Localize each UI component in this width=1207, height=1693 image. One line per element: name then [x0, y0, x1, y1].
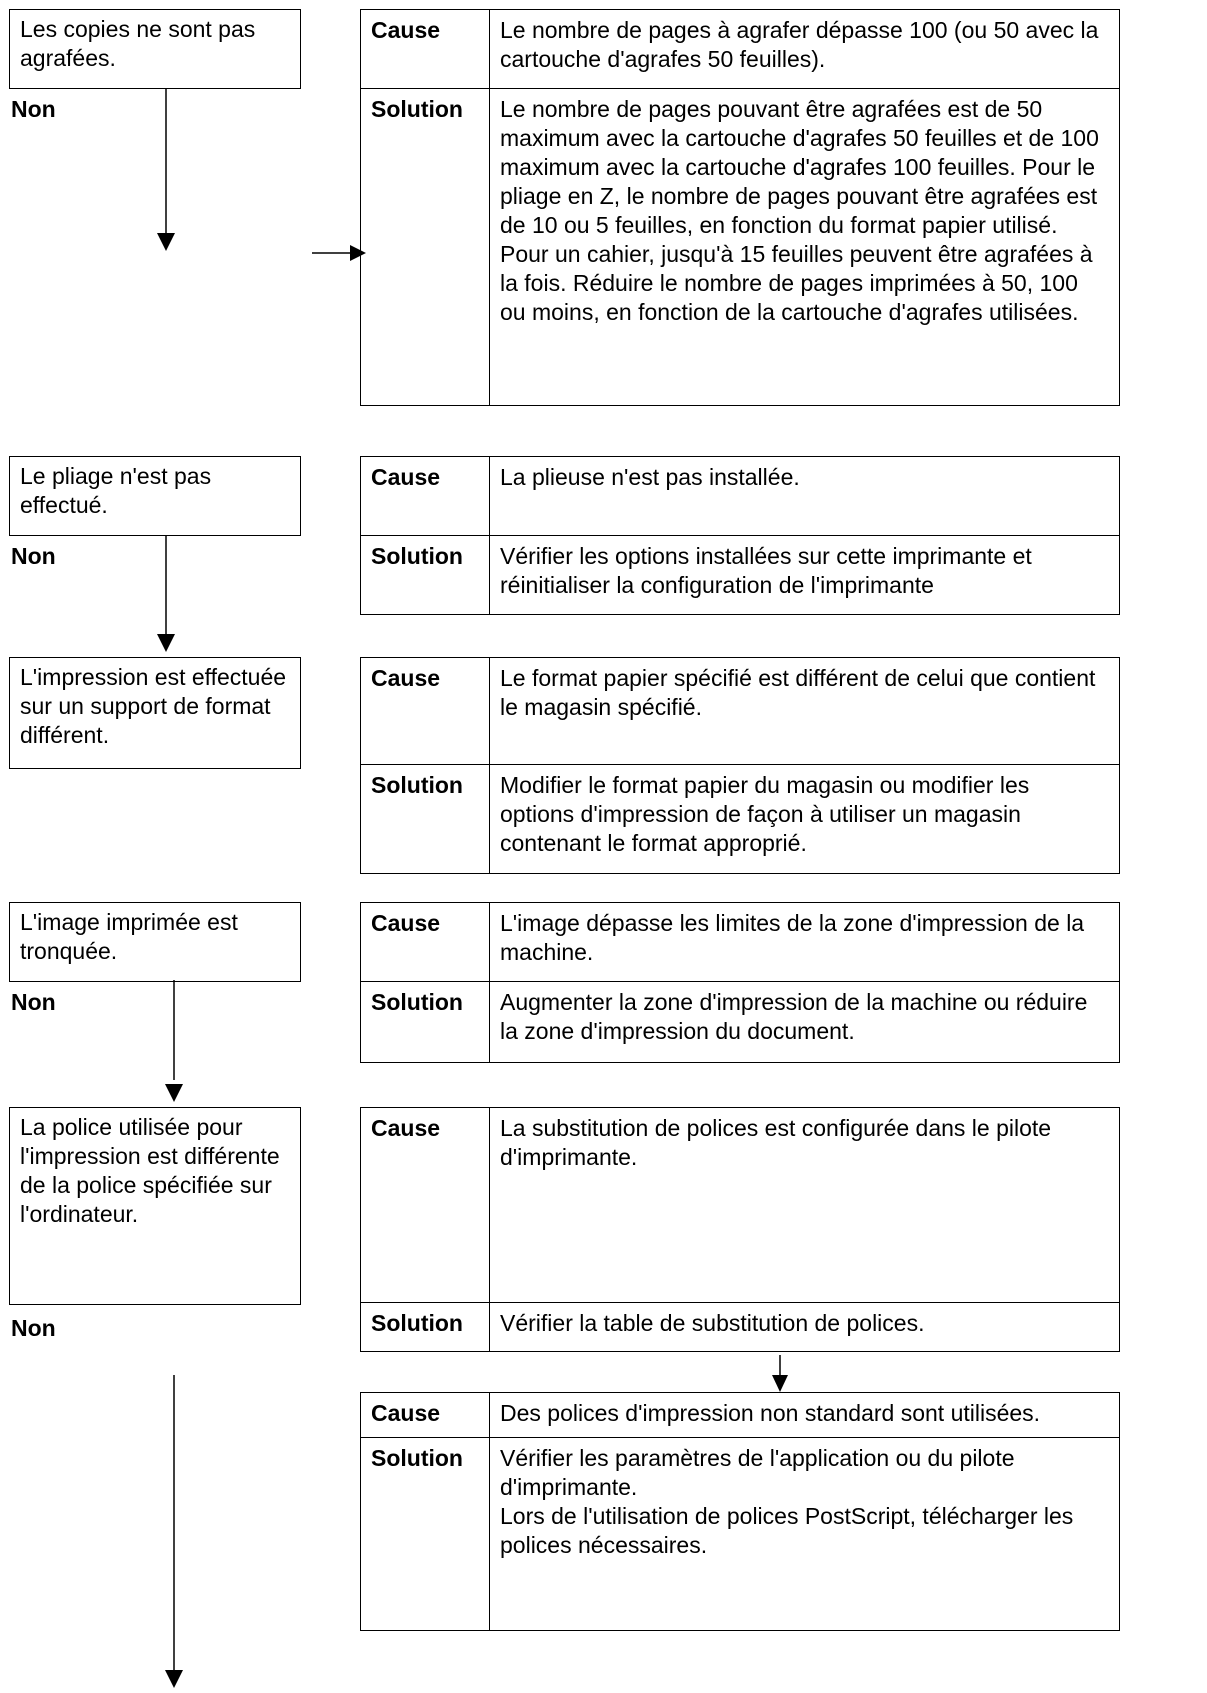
solution-label: Solution [361, 1303, 490, 1352]
non-label: Non [11, 1315, 56, 1341]
problem-text: Les copies ne sont pas agrafées. [20, 16, 256, 71]
solution-label: Solution [361, 1438, 490, 1631]
solution-line-1: Vérifier les paramètres de l'application ou du pilote d'imprimante. [500, 1445, 1015, 1500]
cause-label: Cause [361, 10, 490, 89]
problem-text: L'image imprimée est tronquée. [20, 909, 238, 964]
cause-solution-table-6 [360, 1392, 1120, 1631]
problem-box-1 [9, 9, 301, 89]
cause-text: La plieuse n'est pas installée. [490, 457, 1120, 536]
cause-row [361, 457, 1120, 536]
cause-solution-table-2 [360, 456, 1120, 615]
solution-text: Modifier le format papier du magasin ou modifier les options d'impression de façon à utiliser un magasin contenant le format approprié. [490, 765, 1120, 874]
cause-label: Cause [361, 1108, 490, 1303]
cause-solution-table-4 [360, 902, 1120, 1063]
cause-text: La substitution de polices est configurée dans le pilote d'imprimante. [490, 1108, 1120, 1303]
cause-solution-table-5 [360, 1107, 1120, 1352]
cause-row [361, 1393, 1120, 1438]
solution-row [361, 982, 1120, 1063]
cause-label: Cause [361, 1393, 490, 1438]
solution-line-2: Lors de l'utilisation de polices PostScript, télécharger les polices nécessaires. [500, 1503, 1074, 1558]
cause-label: Cause [361, 457, 490, 536]
cause-row [361, 903, 1120, 982]
arrowhead-down-2 [157, 634, 175, 652]
solution-text: Augmenter la zone d'impression de la machine ou réduire la zone d'impression du document. [490, 982, 1120, 1063]
problem-box-4 [9, 902, 301, 982]
cause-label: Cause [361, 903, 490, 982]
arrowhead-down-tables [772, 1375, 788, 1392]
cause-label: Cause [361, 658, 490, 765]
solution-label: Solution [361, 89, 490, 406]
solution-row [361, 1303, 1120, 1352]
solution-text: Le nombre de pages pouvant être agrafées est de 50 maximum avec la cartouche d'agrafes 50 feuilles et de 100 maximum avec la cartouche d'agrafes 100 feuilles. Pour le pliage en Z, le nombre de pages pouvant être agrafées est de 10 ou 5 feuilles, en fonction du format papier utilisé. Pour un cahier, jusqu'à 15 feuilles peuvent être agrafées à la fois. Réduire le nombre de pages imprimées à 50, 100 ou moins, en fonction de la cartouche d'agrafes utilisées. [490, 89, 1120, 406]
cause-text: Le nombre de pages à agrafer dépasse 100 (ou 50 avec la cartouche d'agrafes 50 feuilles). [490, 10, 1120, 89]
arrowhead-down-5 [165, 1670, 183, 1688]
solution-label: Solution [361, 765, 490, 874]
solution-label: Solution [361, 982, 490, 1063]
arrowhead-down-4 [165, 1084, 183, 1102]
cause-text: L'image dépasse les limites de la zone d'impression de la machine. [490, 903, 1120, 982]
solution-row [361, 536, 1120, 615]
solution-row [361, 89, 1120, 406]
solution-row [361, 765, 1120, 874]
solution-text: Vérifier les options installées sur cette imprimante et réinitialiser la configuration de l'imprimante [490, 536, 1120, 615]
solution-text: Vérifier la table de substitution de polices. [490, 1303, 1120, 1352]
problem-text: La police utilisée pour l'impression est différente de la police spécifiée sur l'ordinateur. [20, 1114, 280, 1227]
arrowhead-down-1 [157, 233, 175, 251]
cause-solution-table-1 [360, 9, 1120, 406]
cause-text: Le format papier spécifié est différent de celui que contient le magasin spécifié. [490, 658, 1120, 765]
problem-text: L'impression est effectuée sur un support de format différent. [20, 664, 287, 748]
non-label: Non [11, 989, 56, 1015]
cause-solution-table-3 [360, 657, 1120, 874]
non-label: Non [11, 543, 56, 569]
problem-box-3 [9, 657, 301, 769]
cause-row [361, 10, 1120, 89]
problem-text: Le pliage n'est pas effectué. [20, 463, 212, 518]
problem-box-2 [9, 456, 301, 536]
non-label: Non [11, 96, 56, 122]
solution-row [361, 1438, 1120, 1631]
solution-label: Solution [361, 536, 490, 615]
cause-row [361, 1108, 1120, 1303]
cause-row [361, 658, 1120, 765]
problem-box-5 [9, 1107, 301, 1305]
cause-text: Des polices d'impression non standard sont utilisées. [490, 1393, 1120, 1438]
solution-text [490, 1438, 1120, 1631]
